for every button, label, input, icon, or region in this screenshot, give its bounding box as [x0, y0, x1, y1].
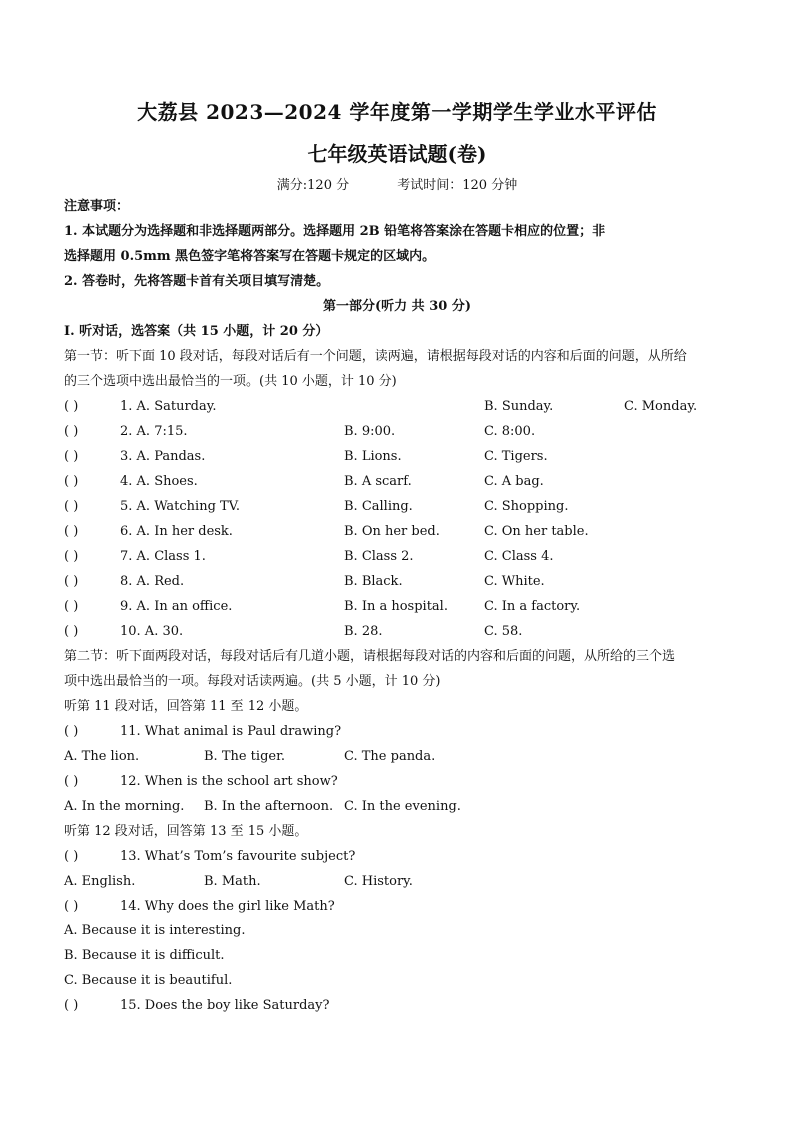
question-14 — [64, 898, 744, 918]
option-b: B. Lions. — [344, 449, 402, 464]
dialogue-12-intro: 听第 12 段对话，回答第 13 至 15 小题。 — [64, 824, 308, 839]
question-8 — [64, 573, 744, 593]
total-score: 满分:120 分 — [276, 178, 350, 193]
answer-paren[interactable]: ( ) — [64, 899, 79, 914]
option-b: B. Sunday. — [484, 399, 554, 414]
q13-option-b: B. Math. — [204, 874, 261, 889]
question-stem: 7. A. Class 1. — [120, 549, 206, 564]
exam-title: 大荔县 2023—2024 学年度第一学期学生学业水平评估 — [137, 100, 657, 124]
option-b: B. In a hospital. — [344, 599, 448, 614]
question-stem: 11. What animal is Paul drawing? — [120, 724, 342, 739]
answer-paren[interactable]: ( ) — [64, 474, 79, 489]
option-c: C. 8:00. — [484, 424, 536, 439]
question-stem: 5. A. Watching TV. — [120, 499, 240, 514]
q14-option-c: C. Because it is beautiful. — [64, 973, 233, 988]
question-4 — [64, 473, 744, 493]
exam-time: 考试时间：120 分钟 — [397, 178, 518, 193]
q13-option-a: A. English. — [64, 874, 136, 889]
answer-paren[interactable]: ( ) — [64, 998, 79, 1013]
question-stem: 2. A. 7:15. — [120, 424, 188, 439]
question-stem: 10. A. 30. — [120, 624, 184, 639]
question-stem: 4. A. Shoes. — [120, 474, 198, 489]
section2-instr-a: 第二节：听下面两段对话，每段对话后有几道小题，请根据每段对话的内容和后面的问题，从所给的三个选 — [64, 649, 676, 664]
question-15 — [64, 997, 744, 1017]
question-stem: 13. What’s Tom’s favourite subject? — [120, 849, 356, 864]
question-stem: 9. A. In an office. — [120, 599, 233, 614]
answer-paren[interactable]: ( ) — [64, 499, 79, 514]
option-c: C. Monday. — [624, 399, 698, 414]
question-2 — [64, 423, 744, 443]
answer-paren[interactable]: ( ) — [64, 774, 79, 789]
question-stem: 12. When is the school art show? — [120, 774, 338, 789]
question-5 — [64, 498, 744, 518]
option-b: B. A scarf. — [344, 474, 412, 489]
option-b: B. 28. — [344, 624, 383, 639]
note-1b: 选择题用 0.5mm 黑色签字笔将答案写在答题卡规定的区域内。 — [64, 249, 436, 264]
question-10 — [64, 623, 744, 643]
answer-paren[interactable]: ( ) — [64, 549, 79, 564]
option-b: B. Black. — [344, 574, 403, 589]
option-c: C. White. — [484, 574, 545, 589]
question-12 — [64, 773, 744, 793]
question-3 — [64, 448, 744, 468]
question-stem: 8. A. Red. — [120, 574, 185, 589]
note-1a: 1. 本试题分为选择题和非选择题两部分。选择题用 2B 铅笔将答案涂在答题卡相应的位置；非 — [64, 224, 606, 239]
section1-instr-a: 第一节：听下面 10 段对话，每段对话后有一个问题，读两遍，请根据每段对话的内容和后面的问题，从所给 — [64, 349, 687, 364]
question-7 — [64, 548, 744, 568]
option-c: C. 58. — [484, 624, 523, 639]
question-stem: 14. Why does the girl like Math? — [120, 899, 335, 914]
option-c: C. Shopping. — [484, 499, 569, 514]
option-b: B. On her bed. — [344, 524, 440, 539]
option-b: B. Class 2. — [344, 549, 414, 564]
question-stem: 3. A. Pandas. — [120, 449, 206, 464]
notes-heading: 注意事项： — [64, 199, 130, 214]
q14-option-a: A. Because it is interesting. — [64, 923, 246, 938]
exam-subtitle: 七年级英语试题(卷) — [307, 142, 487, 166]
question-11 — [64, 723, 744, 743]
section2-instr-b: 项中选出最恰当的一项。每段对话读两遍。(共 5 小题，计 10 分) — [64, 674, 441, 689]
question-stem: 15. Does the boy like Saturday? — [120, 998, 330, 1013]
option-c: C. Class 4. — [484, 549, 554, 564]
section-i-title: Ⅰ. 听对话，选答案（共 15 小题，计 20 分） — [64, 324, 329, 339]
option-c: C. On her table. — [484, 524, 589, 539]
q11-option-a: A. The lion. — [64, 749, 140, 764]
option-b: B. 9:00. — [344, 424, 396, 439]
note-2: 2. 答卷时，先将答题卡首有关项目填写清楚。 — [64, 274, 330, 289]
q11-option-b: B. The tiger. — [204, 749, 286, 764]
q11-option-c: C. The panda. — [344, 749, 436, 764]
question-1 — [64, 398, 744, 418]
answer-paren[interactable]: ( ) — [64, 849, 79, 864]
question-stem: 6. A. In her desk. — [120, 524, 233, 539]
question-6 — [64, 523, 744, 543]
answer-paren[interactable]: ( ) — [64, 399, 79, 414]
question-13 — [64, 848, 744, 868]
option-c: C. A bag. — [484, 474, 544, 489]
q13-option-c: C. History. — [344, 874, 413, 889]
answer-paren[interactable]: ( ) — [64, 599, 79, 614]
part1-title: 第一部分(听力 共 30 分) — [323, 299, 471, 314]
answer-paren[interactable]: ( ) — [64, 524, 79, 539]
option-c: C. In a factory. — [484, 599, 581, 614]
section1-instr-b: 的三个选项中选出最恰当的一项。(共 10 小题，计 10 分) — [64, 374, 397, 389]
exam-meta — [0, 174, 794, 193]
answer-paren[interactable]: ( ) — [64, 724, 79, 739]
answer-paren[interactable]: ( ) — [64, 449, 79, 464]
q12-option-a: A. In the morning. — [64, 799, 185, 814]
q14-option-b: B. Because it is difficult. — [64, 948, 225, 963]
q12-option-b: B. In the afternoon. — [204, 799, 334, 814]
question-stem: 1. A. Saturday. — [120, 399, 217, 414]
answer-paren[interactable]: ( ) — [64, 574, 79, 589]
answer-paren[interactable]: ( ) — [64, 424, 79, 439]
dialogue-11-intro: 听第 11 段对话，回答第 11 至 12 小题。 — [64, 699, 308, 714]
option-b: B. Calling. — [344, 499, 413, 514]
option-c: C. Tigers. — [484, 449, 548, 464]
q12-option-c: C. In the evening. — [344, 799, 461, 814]
question-9 — [64, 598, 744, 618]
answer-paren[interactable]: ( ) — [64, 624, 79, 639]
